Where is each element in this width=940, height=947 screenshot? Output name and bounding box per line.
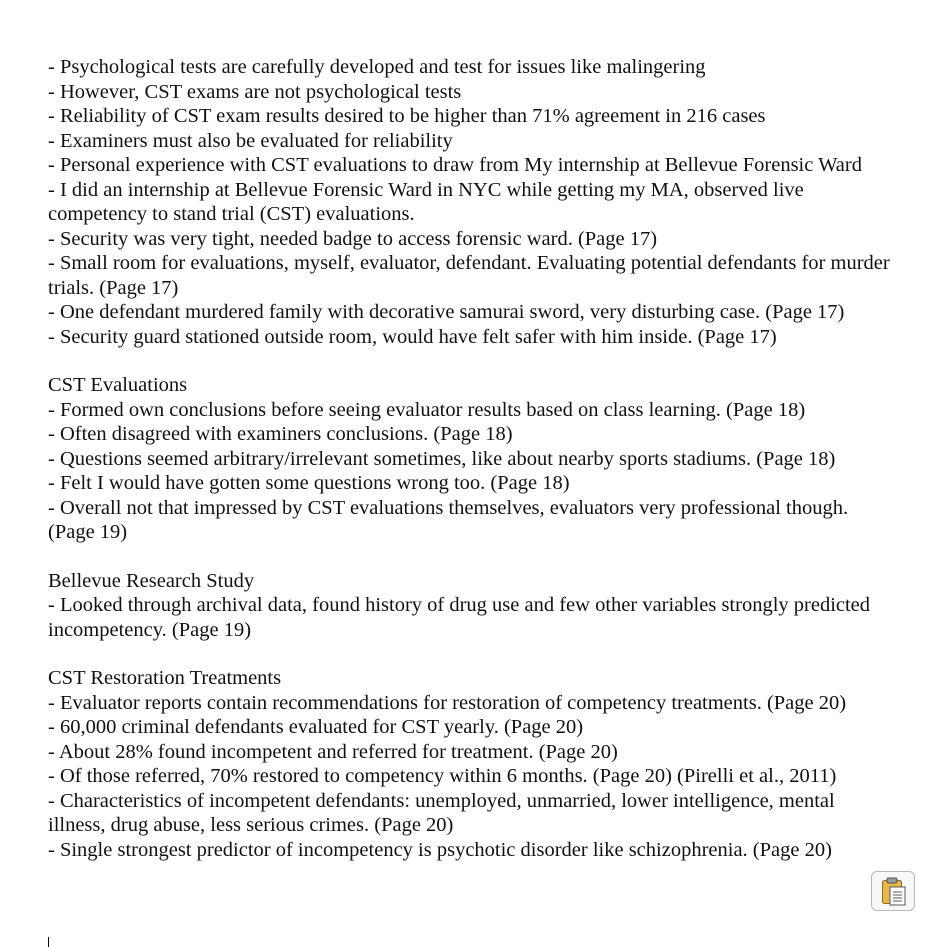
section-line: - Of those referred, 70% restored to competency within 6 months. (Page 20) (Pirelli et al., 2011): [48, 765, 837, 787]
section-line: - Often disagreed with examiners conclusions. (Page 18): [48, 423, 513, 445]
intro-line: - Security guard stationed outside room, would have felt safer with him inside. (Page 17): [48, 325, 777, 348]
paste-options-button[interactable]: [871, 871, 915, 911]
section-line: - Characteristics of incompetent defendants: unemployed, unmarried, lower intelligence, mental illness, drug abuse, less serious crimes. (Page 20): [48, 789, 835, 836]
text-cursor: [48, 937, 49, 947]
section-line: - 60,000 criminal defendants evaluated for CST yearly. (Page 20): [48, 716, 584, 738]
intro-line: - Security was very tight, needed badge to access forensic ward. (Page 17): [48, 227, 658, 250]
section-line: - Questions seemed arbitrary/irrelevant sometimes, like about nearby sports stadiums. (Page 18): [48, 447, 836, 470]
intro-line: - However, CST exams are not psychological tests: [48, 80, 462, 103]
section-line: - Formed own conclusions before seeing evaluator results based on class learning. (Page 18): [48, 398, 806, 421]
clipboard-icon: [881, 877, 907, 907]
intro-line: - Examiners must also be evaluated for reliability: [48, 129, 453, 152]
section-line: - Felt I would have gotten some questions wrong too. (Page 18): [48, 472, 570, 494]
section-heading: CST Evaluations: [48, 374, 188, 396]
section-heading: Bellevue Research Study: [48, 569, 255, 592]
section-line: - Evaluator reports contain recommendations for restoration of competency treatments. (Page 20): [48, 691, 847, 714]
section-line: - Looked through archival data, found history of drug use and few other variables strongly predicted incompetency. (Page 19): [48, 594, 871, 641]
bellevue-study-section: [48, 569, 893, 643]
intro-line: - One defendant murdered family with decorative samurai sword, very disturbing case. (Page 17): [48, 301, 845, 323]
section-line: - Overall not that impressed by CST evaluations themselves, evaluators very professional though. (Page 19): [48, 496, 849, 543]
intro-line: - Small room for evaluations, myself, evaluator, defendant. Evaluating potential defendants for murder trials. (Page 17): [48, 252, 890, 299]
section-line: - Single strongest predictor of incompetency is psychotic disorder like schizophrenia. (Page 20): [48, 838, 832, 861]
intro-line: - I did an internship at Bellevue Forensic Ward in NYC while getting my MA, observed live competency to stand trial (CST) evaluations.: [48, 178, 804, 225]
cst-evaluations-section: [48, 373, 893, 545]
intro-line: - Personal experience with CST evaluations to draw from My internship at Bellevue Forensic Ward: [48, 154, 862, 176]
restoration-section: [48, 666, 893, 862]
section-line: - About 28% found incompetent and referred for treatment. (Page 20): [48, 740, 618, 763]
intro-line: - Psychological tests are carefully developed and test for issues like malingering: [48, 56, 706, 78]
section-heading: CST Restoration Treatments: [48, 667, 282, 689]
intro-line: - Reliability of CST exam results desired to be higher than 71% agreement in 216 cases: [48, 105, 766, 127]
intro-section: [48, 55, 893, 349]
document-body[interactable]: [48, 55, 893, 862]
